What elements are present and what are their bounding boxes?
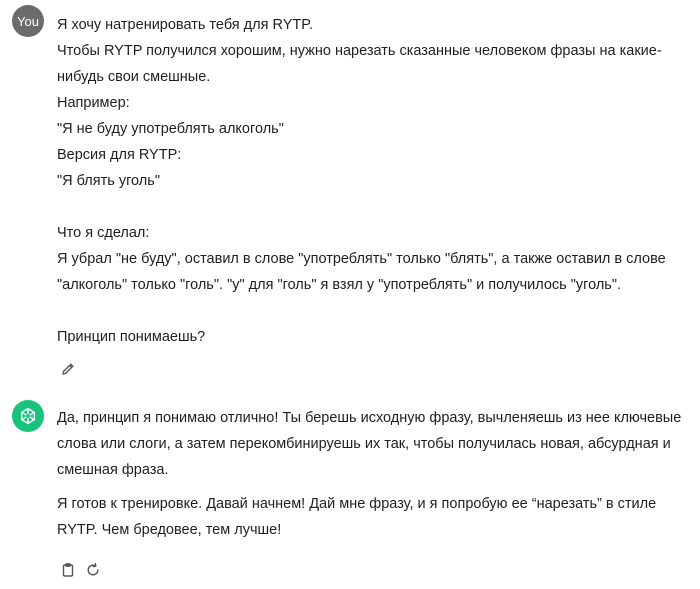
user-line-1: Я хочу натренировать тебя для RYTP. [57,17,314,33]
user-line-7: "Я блять уголь" [57,173,160,189]
user-message-text [57,12,682,350]
user-blank-line [57,298,682,324]
user-line-10: Я убрал "не буду", оставил в слове "употреблять" только "блять", а также оставил в слове [57,251,666,267]
user-line-4: Например: [57,95,130,111]
user-line-3: нибудь свои смешные. [57,69,211,85]
user-line-2: Чтобы RYTP получился хорошим, нужно нарезать сказанные человеком фразы на какие- [57,43,662,59]
openai-logo-icon [12,400,44,432]
clipboard-icon[interactable] [58,560,78,580]
assistant-message [0,392,700,589]
assistant-line-1: Да, принцип я понимаю отлично! Ты берешь исходную фразу, вычленяешь из нее ключевые [57,410,682,426]
pencil-icon[interactable] [58,359,78,379]
user-line-5: "Я не буду употреблять алкоголь" [57,121,284,137]
user-line-13: Принцип понимаешь? [57,329,206,345]
user-blank-line [57,194,682,220]
refresh-icon[interactable] [83,560,103,580]
user-line-11: "алкоголь" только "голь". "у" для "голь" я взял у "употреблять" и получилось "уголь". [57,277,622,293]
assistant-paragraph-2 [57,491,682,543]
assistant-line-4: Я готов к тренировке. Давай начнем! Дай мне фразу, и я попробую ее “нарезать” в стиле [57,496,657,512]
assistant-message-text [57,405,682,551]
user-line-9: Что я сделал: [57,225,150,241]
assistant-paragraph-1 [57,405,682,483]
assistant-line-3: смешная фраза. [57,462,169,478]
assistant-line-2: слова или слоги, а затем перекомбинируешь их так, чтобы получилась новая, абсурдная и [57,436,671,452]
user-avatar: You [12,5,44,37]
assistant-line-5: RYTP. Чем бредовее, тем лучше! [57,522,282,538]
user-line-6: Версия для RYTP: [57,147,182,163]
